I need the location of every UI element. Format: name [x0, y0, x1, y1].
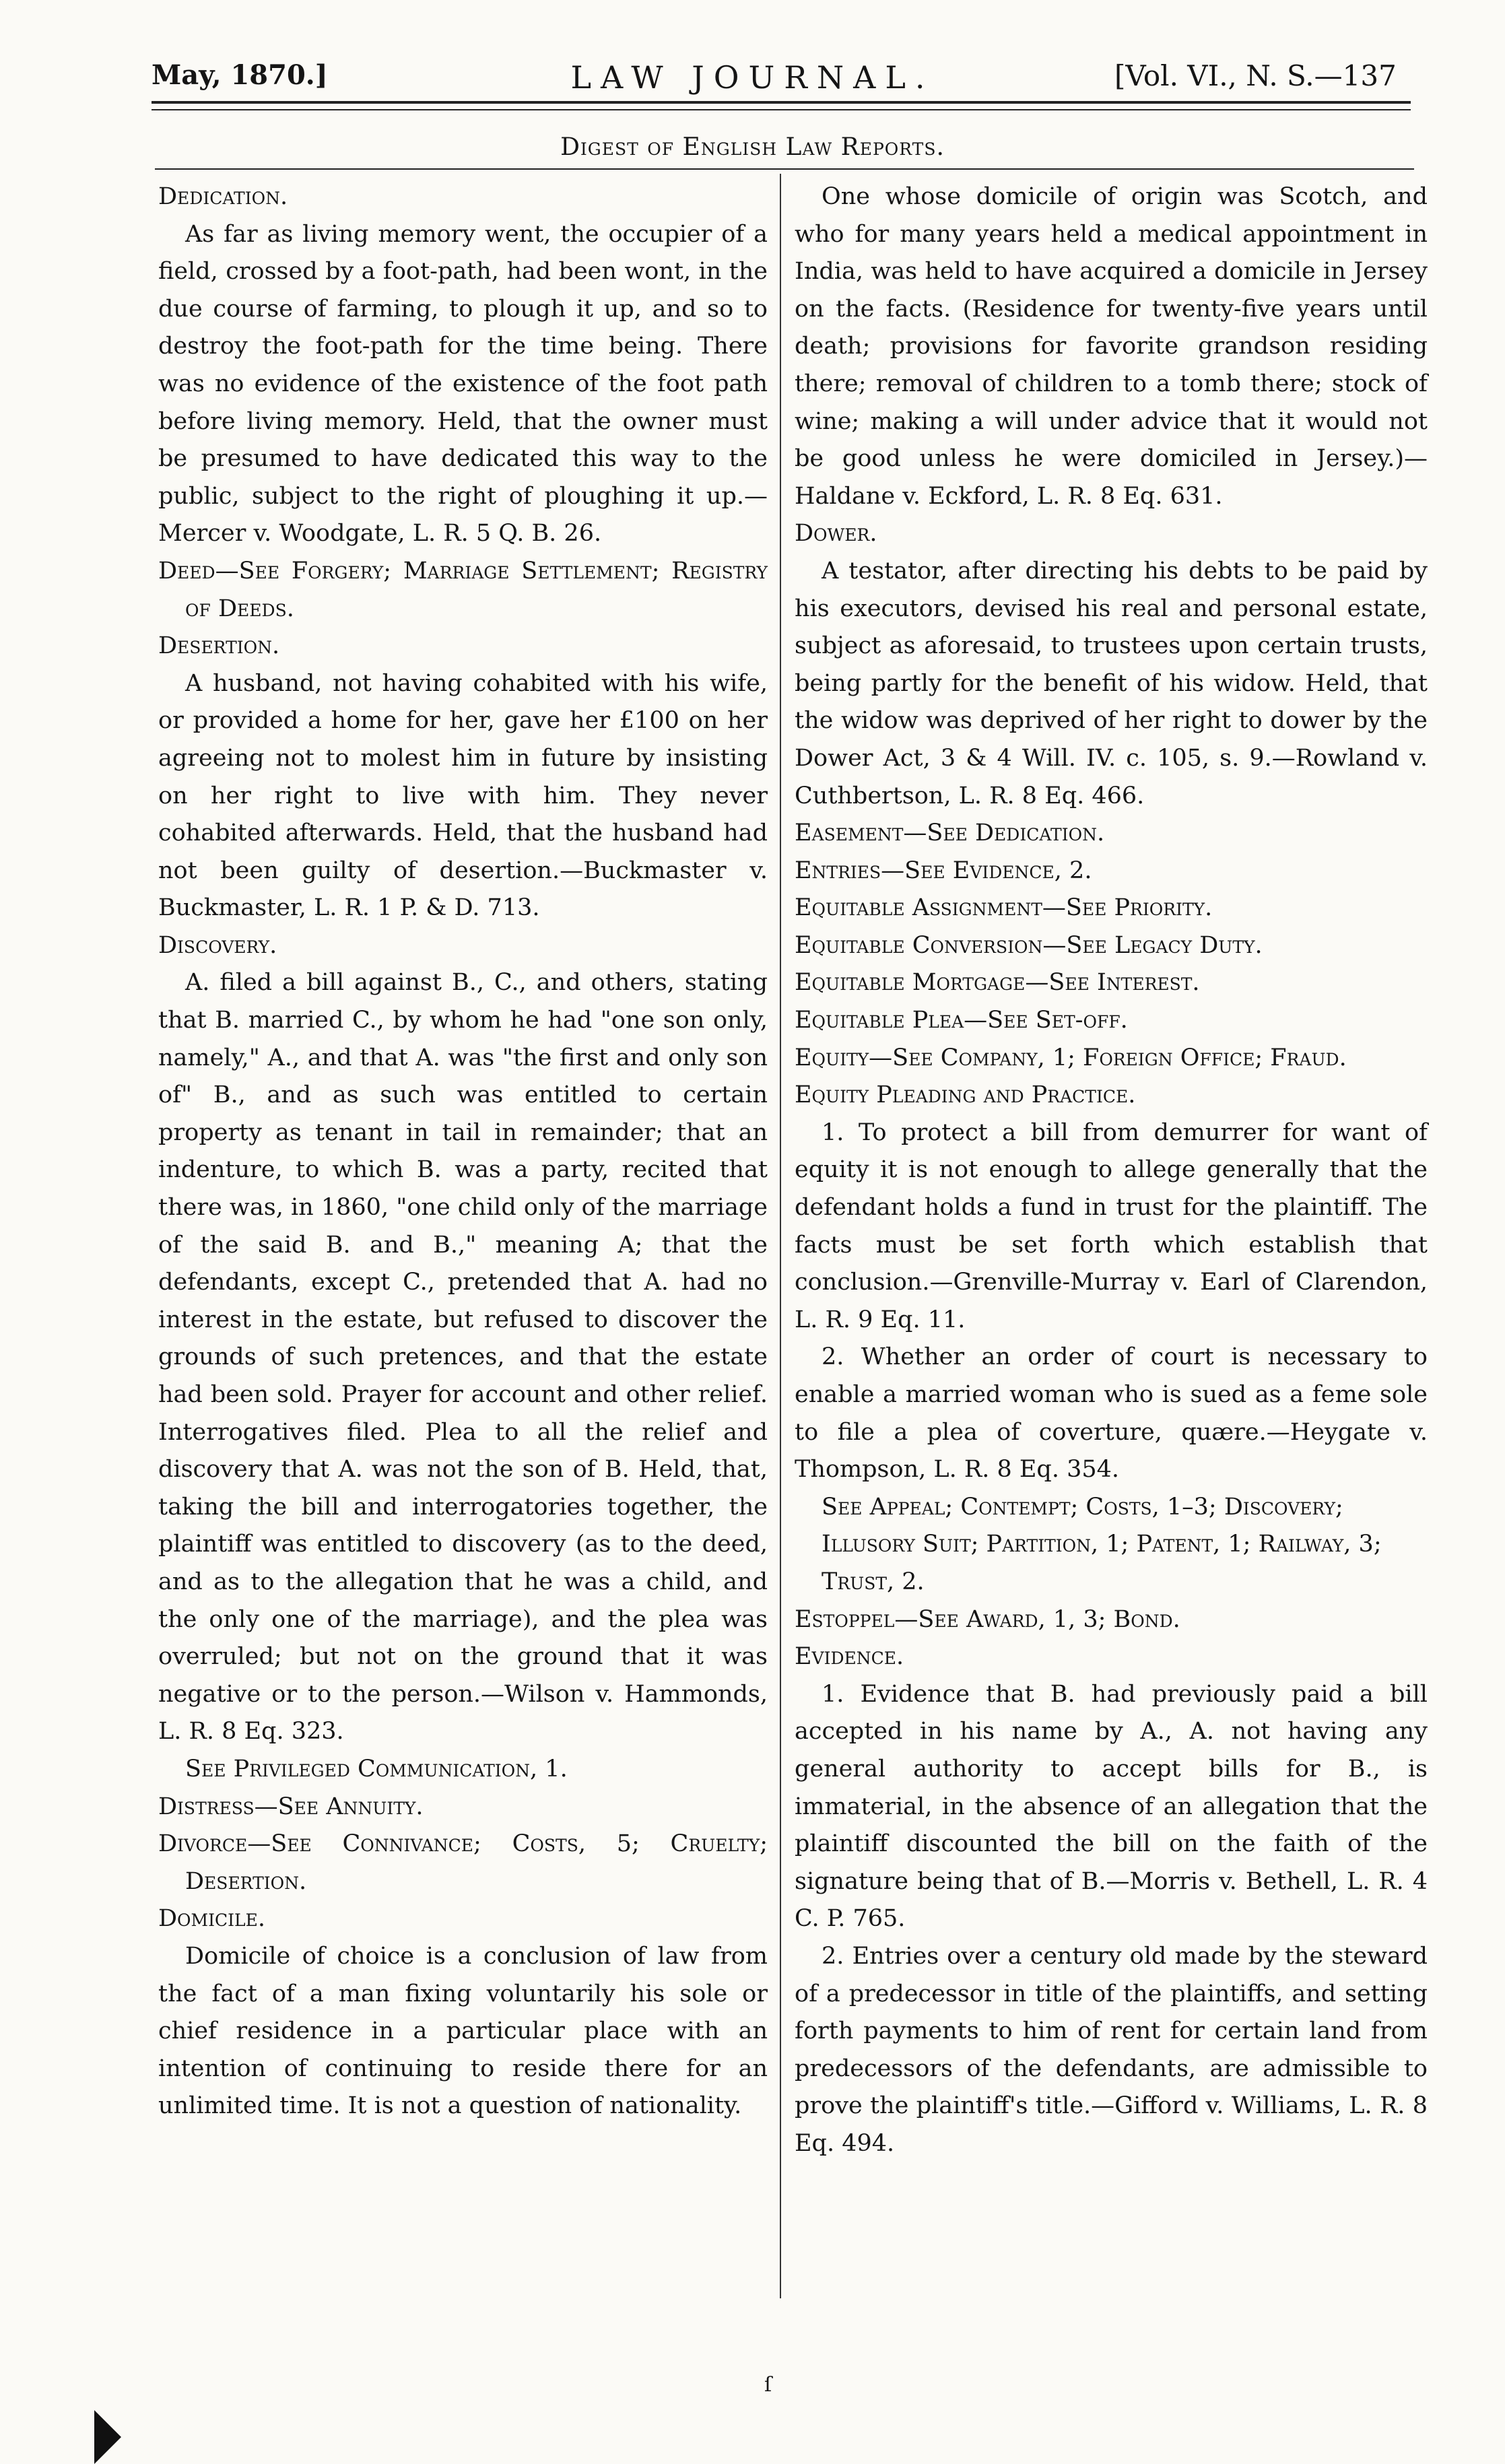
digest-heading: Equitable Plea—See Set-off. — [795, 1007, 1128, 1034]
digest-paragraph: 1. To protect a bill from demurrer for want of equity it is not enough to allege generally that the defendant holds a fund in trust for the plaintiff. The facts must be set forth which establish that conclusion.—Grenville-Murray v. Earl of Clarendon, L. R. 9 Eq. 11. — [795, 1119, 1428, 1333]
digest-paragraph: A husband, not having cohabited with his wife, or provided a home for her, gave her £100 on her agreeing not to molest him in future by insisting on her right to live with him. They never cohabited afterwards. Held, that the husband had not been guilty of desertion.—Buckmaster v. Buckmaster, L. R. 1 P. & D. 713. — [158, 669, 768, 922]
issue-date: May, 1870.] — [152, 59, 328, 91]
digest-heading: Equity—See Company, 1; Foreign Office; Fraud. — [795, 1044, 1347, 1071]
header-rule-top — [152, 101, 1411, 104]
page-subtitle: Digest of English Law Reports. — [560, 133, 945, 161]
digest-heading: Estoppel—See Award, 1, 3; Bond. — [795, 1605, 1180, 1633]
column-divider — [780, 174, 781, 2298]
digest-paragraph: One whose domicile of origin was Scotch, and who for many years held a medical appointment in India, was held to have acquired a domicile in Jersey on the facts. (Residence for twenty-five years until death; provisions for favorite grandson residing there; removal of children to a tomb there; stock of wine; making a will under advice that it would not be good unless he were domiciled in Jersey.)—Haldane v. Eckford, L. R. 8 Eq. 631. — [795, 183, 1428, 510]
digest-paragraph: A testator, after directing his debts to be paid by his executors, devised his real and personal estate, subject as aforesaid, to trustees upon certain trusts, being partly for the benefit of his widow. Held, that the widow was deprived of her right to dower by the Dower Act, 3 & 4 Will. IV. c. 105, s. 9.—Rowland v. Cuthbertson, L. R. 8 Eq. 466. — [795, 557, 1428, 809]
volume-number: [Vol. VI., N. S.—137 — [1114, 59, 1397, 92]
digest-paragraph: 1. Evidence that B. had previously paid a bill accepted in his name by A., A. not having any general authority to accept bills for B., is immaterial, in the absence of an allegation that the plaintiff discounted the bill on the faith of the signature being that of B.—Morris v. Bethell, L. R. 4 C. P. 765. — [795, 1680, 1428, 1933]
digest-heading: Equitable Assignment—See Priority. — [795, 894, 1213, 922]
corner-arrow-mark — [94, 2410, 121, 2464]
digest-heading: Discovery. — [158, 931, 277, 959]
journal-title: LAW JOURNAL. — [570, 59, 935, 96]
header-rule-bottom — [152, 109, 1411, 110]
left-column — [158, 178, 768, 2125]
digest-paragraph: 2. Entries over a century old made by the steward of a predecessor in title of the plaintiffs, and setting forth payments to him of rent for certain land from predecessors of the defendants, are admissible to prove the plaintiff's title.—Gifford v. Williams, L. R. 8 Eq. 494. — [795, 1942, 1428, 2157]
digest-heading: Entries—See Evidence, 2. — [795, 857, 1092, 884]
cross-reference: See Privileged Communication, 1. — [185, 1755, 568, 1783]
cross-reference: See Appeal; Contempt; Costs, 1–3; Discovery; Illusory Suit; Partition, 1; Patent, 1; Railway, 3; Trust, 2. — [822, 1493, 1382, 1595]
digest-heading: Equity Pleading and Practice. — [795, 1081, 1136, 1109]
digest-paragraph: 2. Whether an order of court is necessary to enable a married woman who is sued as a feme sole to file a plea of coverture, quære.—Heygate v. Thompson, L. R. 8 Eq. 354. — [795, 1343, 1428, 1484]
digest-heading: Equitable Conversion—See Legacy Duty. — [795, 931, 1263, 959]
footer-mark: ſ — [764, 2373, 772, 2397]
digest-heading: Equitable Mortgage—See Interest. — [795, 969, 1200, 997]
digest-paragraph: A. filed a bill against B., C., and others, stating that B. married C., by whom he had "one son only, namely," A., and that A. was "the first and only son of" B., and as such was entitled to certain property as tenant in tail in remainder; that an indenture, to which B. was a party, recited that there was, in 1860, "one child only of the marriage of the said B. and B.," meaning A; that the defendants, except C., pretended that A. had no interest in the estate, but refused to discover the grounds of such pretences, and that the estate had been sold. Prayer for account and other relief. Interrogatives filed. Plea to all the relief and discovery that A. was not the son of B. Held, that, taking the bill and interrogatories together, the plaintiff was entitled to discovery (as to the deed, and as to the allegation that he was a child, and the only one of the marriage), and the plea was overruled; but not on the ground that it was negative or to the person.—Wilson v. Hammonds, L. R. 8 Eq. 323. — [158, 969, 768, 1745]
digest-heading: Dedication. — [158, 183, 288, 210]
digest-heading: Divorce—See Connivance; Costs, 5; Cruelty; Desertion. — [158, 1830, 768, 1895]
digest-paragraph: As far as living memory went, the occupier of a field, crossed by a foot-path, had been wont, in the due course of farming, to plough it up, and so to destroy the foot-path for the time being. There was no evidence of the existence of the foot path before living memory. Held, that the owner must be presumed to have dedicated this way to the public, subject to the right of ploughing it up.—Mercer v. Woodgate, L. R. 5 Q. B. 26. — [158, 220, 768, 547]
subtitle-rule — [155, 168, 1414, 170]
digest-heading: Domicile. — [158, 1905, 266, 1933]
digest-heading: Dower. — [795, 520, 877, 547]
right-column — [795, 178, 1428, 2162]
digest-heading: Evidence. — [795, 1643, 904, 1671]
digest-heading: Deed—See Forgery; Marriage Settlement; Registry of Deeds. — [158, 557, 768, 622]
digest-paragraph: Domicile of choice is a conclusion of law from the fact of a man fixing voluntarily his sole or chief residence in a particular place with an intention of continuing to reside there for an unlimited time. It is not a question of nationality. — [158, 1942, 768, 2120]
digest-heading: Distress—See Annuity. — [158, 1793, 424, 1820]
digest-heading: Desertion. — [158, 632, 280, 660]
digest-heading: Easement—See Dedication. — [795, 820, 1105, 847]
